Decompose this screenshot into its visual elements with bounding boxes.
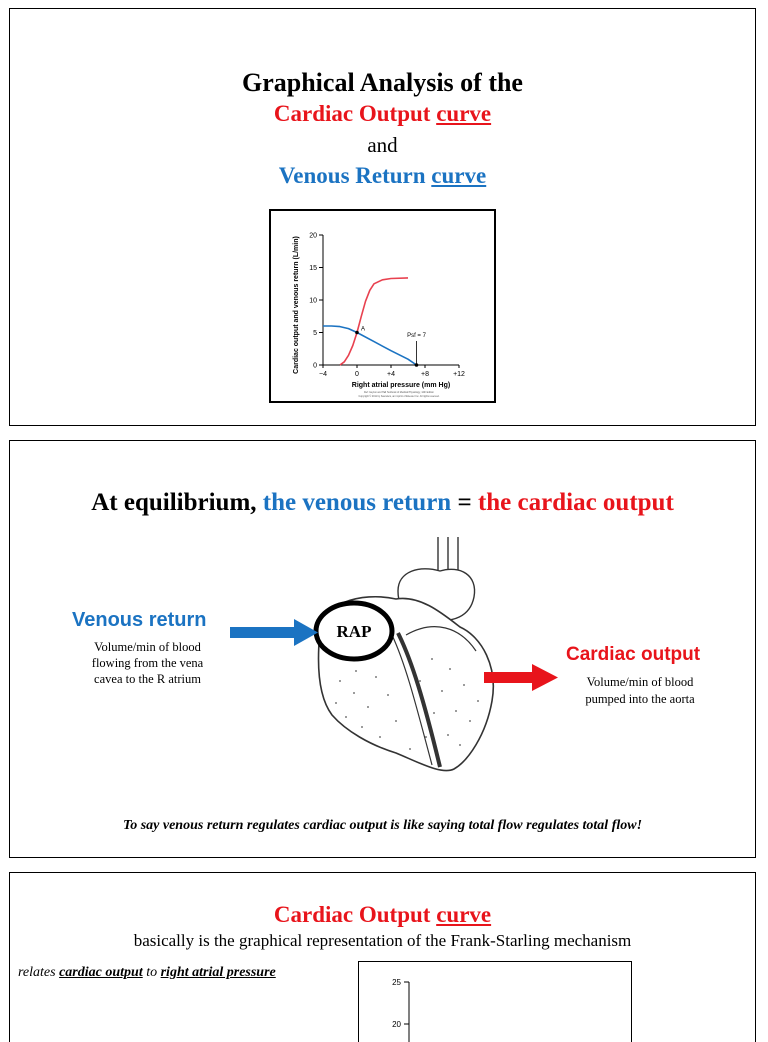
slide-graphical-analysis [9, 8, 756, 426]
y-tick-label: 25 [392, 978, 401, 987]
venous-return-arrow [230, 619, 318, 646]
y-tick-label: 15 [309, 265, 317, 272]
frank-starling-chart [358, 961, 632, 1042]
relates-cardiac-output: cardiac output [59, 965, 143, 980]
chart-axes [323, 235, 459, 365]
venous-return-description: Volume/min of blood flowing from the vena cavea to the R atrium [91, 640, 204, 686]
x-tick-labels [319, 365, 465, 378]
cardiac-output-description: Volume/min of blood pumped into the aorta [585, 675, 695, 706]
equilibrium-point-label: A [361, 326, 366, 333]
y-tick-label: 20 [392, 1020, 401, 1029]
slide-equilibrium [9, 440, 756, 858]
y-tick-label: 5 [313, 330, 317, 337]
x-tick-label: −4 [319, 371, 327, 378]
y-tick-label: 0 [313, 362, 317, 370]
title-black: At equilibrium, [91, 489, 257, 516]
y-tick-labels [309, 233, 323, 370]
co-vr-chart-svg [271, 211, 494, 401]
rap-label: RAP [336, 622, 372, 641]
y-axis-label: Cardiac output and venous return (L/min) [293, 236, 300, 374]
x-tick-label: +12 [453, 371, 465, 378]
relates-word: relates [18, 965, 56, 980]
slide1-title: Graphical Analysis of the [242, 68, 523, 97]
slide-cardiac-output-curve [9, 872, 756, 1042]
psf-label: Psf = 7 [407, 333, 426, 339]
slide1-co-text: Cardiac Output [273, 101, 431, 126]
equilibrium-point [355, 331, 359, 335]
relates-statement [18, 965, 276, 981]
relates-right-atrial-pressure: right atrial pressure [160, 965, 276, 980]
figure-credit-line-1: Ref: Guyton and Hall Textbook of Medical Physiology, 12th Edition [364, 391, 434, 394]
slide3-title [10, 902, 755, 928]
slide1-venous-return-heading [10, 163, 755, 189]
y-tick-label: 20 [309, 232, 317, 240]
title-venous-return: the venous return [262, 489, 452, 516]
slide1-and: and [367, 133, 398, 157]
heart-illustration [220, 531, 560, 781]
slide2-title [10, 489, 755, 517]
y-tick-label: 10 [309, 297, 317, 305]
co-vr-chart [269, 209, 496, 403]
relates-to: to [146, 965, 158, 980]
cardiac-output-label: Cardiac output [566, 644, 701, 665]
slide1-vr-text: Venous Return [278, 163, 426, 188]
frank-starling-chart-svg [359, 962, 630, 1042]
x-axis-label: Right atrial pressure (mm Hg) [351, 382, 451, 389]
x-tick-label: +4 [387, 371, 395, 378]
slide2-footer-quote: To say venous return regulates cardiac output is like saying total flow regulates total flow! [122, 818, 643, 833]
slide3-co-text: Cardiac Output [273, 902, 431, 927]
cardiac-output-arrow [484, 664, 558, 691]
cardiac-output-line [340, 278, 408, 365]
slide1-co-curve: curve [436, 101, 492, 126]
figure-credit-line-2: Copyright © 2011 by Saunders, an imprint of Elsevier Inc. All rights reserved. [358, 395, 440, 398]
x-tick-label: 0 [355, 371, 359, 378]
chart-series [323, 278, 417, 365]
slide1-cardiac-output-heading [10, 101, 755, 127]
venous-return-label: Venous return [72, 609, 207, 631]
slide3-subtitle: basically is the graphical representation of the Frank-Starling mechanism [133, 931, 632, 950]
x-tick-label: +8 [421, 371, 429, 378]
title-cardiac-output: the cardiac output [477, 489, 674, 516]
slide1-vr-curve: curve [431, 163, 487, 188]
chart-annotations [355, 327, 426, 367]
title-equals: = [457, 489, 472, 516]
slide3-co-curve: curve [436, 902, 492, 927]
venous-return-line [323, 326, 417, 365]
